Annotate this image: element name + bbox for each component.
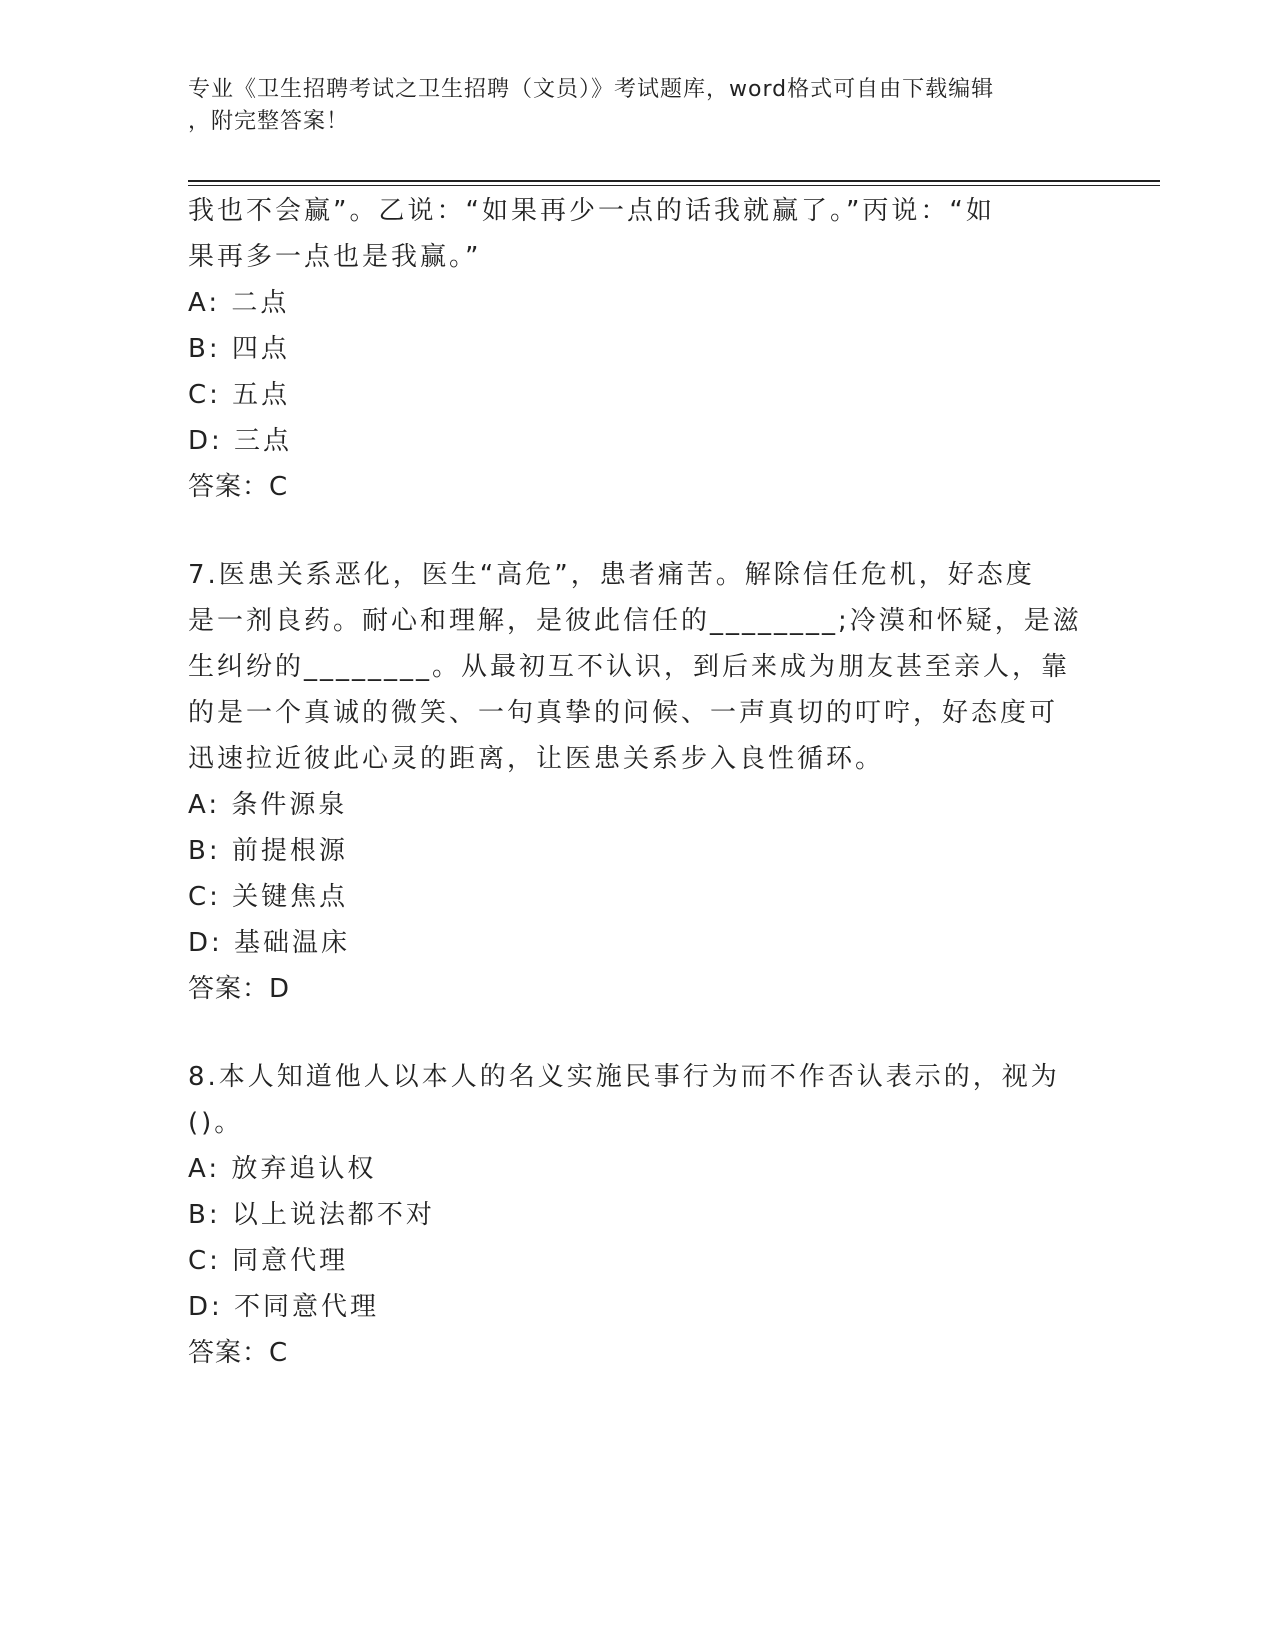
document-header: [188, 74, 1068, 138]
answer: 答案：C: [188, 472, 289, 502]
header-title-line-2: ，附完整答案！: [188, 109, 350, 134]
question-text-line: 迅速拉近彼此心灵的距离，让医患关系步入良性循环。: [188, 744, 885, 774]
option-c: C: 同意代理: [188, 1246, 349, 1276]
answer: 答案：C: [188, 1338, 289, 1368]
option-c: C: 五点: [188, 380, 291, 410]
document-body: [188, 188, 1088, 1376]
question-text-line: 8.本人知道他人以本人的名义实施民事行为而不作否认表示的，视为: [188, 1062, 1060, 1092]
answer: 答案：D: [188, 974, 291, 1004]
header-title-line-1: 专业《卫生招聘考试之卫生招聘（文员）》考试题库，word格式可自由下载编辑: [188, 77, 995, 102]
header-divider: [188, 180, 1160, 182]
question-text-line: ()。: [188, 1108, 244, 1138]
question-8: [188, 1054, 1088, 1376]
question-6-continued: [188, 188, 1088, 510]
option-a: A: 放弃追认权: [188, 1154, 377, 1184]
question-text-line: 生纠纷的________。从最初互不认识，到后来成为朋友甚至亲人，靠: [188, 652, 1071, 682]
question-text-line: 是一剂良药。耐心和理解，是彼此信任的________;冷漠和怀疑，是滋: [188, 606, 1082, 636]
option-a: A: 条件源泉: [188, 790, 348, 820]
option-b: B: 前提根源: [188, 836, 348, 866]
option-a: A: 二点: [188, 288, 290, 318]
header-divider-thin: [188, 185, 1160, 186]
option-d: D: 不同意代理: [188, 1292, 380, 1322]
option-d: D: 三点: [188, 426, 293, 456]
option-c: C: 关键焦点: [188, 882, 349, 912]
option-b: B: 四点: [188, 334, 290, 364]
question-7: [188, 552, 1088, 1012]
question-text-line: 的是一个真诚的微笑、一句真挚的问候、一声真切的叮咛，好态度可: [188, 698, 1059, 728]
question-text-line: 我也不会赢”。乙说：“如果再少一点的话我就赢了。”丙说：“如: [188, 196, 995, 226]
option-d: D: 基础温床: [188, 928, 351, 958]
question-text-line: 果再多一点也是我赢。”: [188, 242, 482, 272]
question-text-line: 7.医患关系恶化，医生“高危”，患者痛苦。解除信任危机，好态度: [188, 560, 1035, 590]
option-b: B: 以上说法都不对: [188, 1200, 435, 1230]
